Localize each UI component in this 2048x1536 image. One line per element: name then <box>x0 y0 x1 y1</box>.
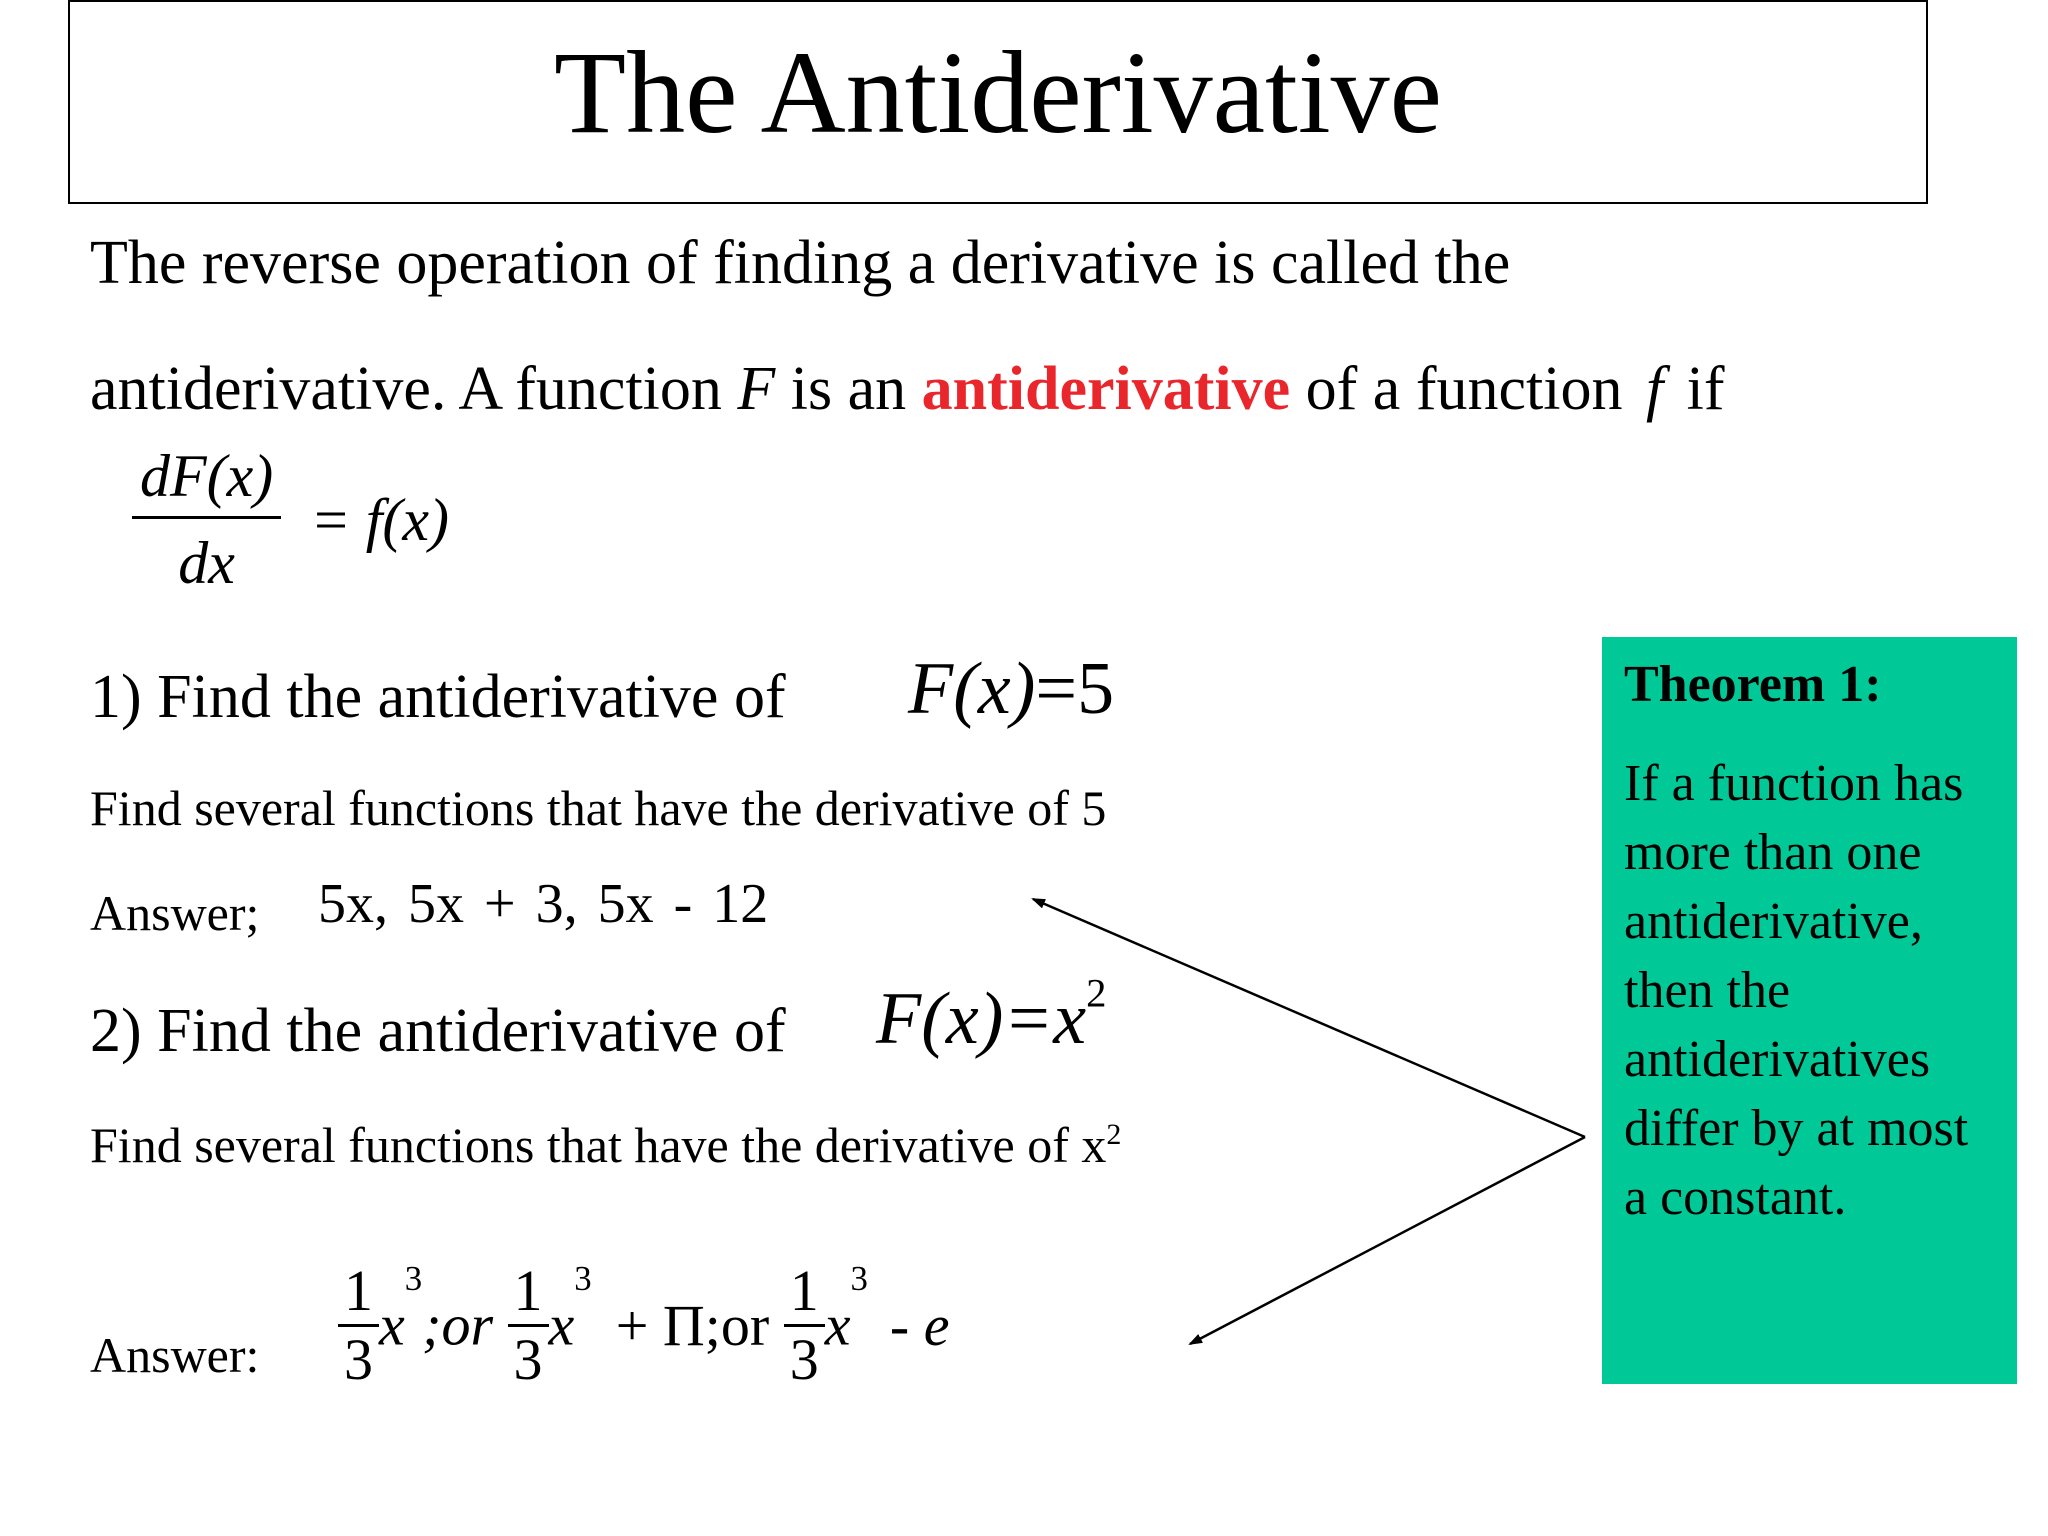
fraction-denominator: 3 <box>513 1327 543 1392</box>
answer-term-1-exp: 3 <box>404 1259 423 1299</box>
definition-numerator: dF(x) <box>140 443 274 509</box>
fraction-numerator: 1 <box>344 1258 373 1323</box>
problem-2-expr-lhs: F(x) <box>876 978 1004 1060</box>
problem-2-label: 2) Find the antiderivative of <box>90 997 786 1065</box>
page-title: The Antiderivative <box>554 27 1442 158</box>
problem-1-instruction: Find several functions that have the derivative of 5 <box>90 780 1107 836</box>
arrow-to-answer-2 <box>1190 1137 1585 1344</box>
problem-1-expr-rhs: =5 <box>1035 648 1115 730</box>
problem-2-instruction-exp: 2 <box>1106 1118 1122 1151</box>
answer-minus-e: - e <box>889 1292 950 1358</box>
problem-1-answer-label: Answer; <box>90 885 260 941</box>
answer-term-2-exp: 3 <box>574 1259 592 1299</box>
intro-text-c: of a function <box>1290 355 1638 423</box>
problem-2-expr-exp: 2 <box>1086 970 1107 1016</box>
antiderivative-highlight: antiderivative <box>921 355 1291 423</box>
definition-denominator: dx <box>178 530 235 596</box>
fraction-numerator: 1 <box>513 1258 543 1323</box>
answer-sep-1: ;or <box>422 1292 494 1358</box>
intro-text-d: if <box>1671 355 1725 423</box>
intro-var-F: F <box>737 355 776 423</box>
intro-var-f: f <box>1645 355 1664 423</box>
theorem-body: If a function has more than one antiderivative, then the antiderivatives differ by at most a constant. <box>1624 755 1969 1226</box>
fraction-denominator: 3 <box>344 1327 373 1392</box>
arrow-to-answer-1 <box>1033 899 1585 1137</box>
intro-text-b: is an <box>775 355 922 423</box>
problem-2-answer-label: Answer: <box>90 1327 260 1383</box>
answer-term-3-var: x <box>824 1292 851 1358</box>
answer-term-3-exp: 3 <box>850 1259 868 1299</box>
fraction-numerator: 1 <box>789 1258 819 1323</box>
problem-2-expr-mid: =x <box>1003 978 1087 1060</box>
intro-line-1: The reverse operation of finding a derivative is called the <box>90 229 1511 297</box>
problem-1-answer: 5x, 5x + 3, 5x - 12 <box>318 873 769 935</box>
definition-rhs: = f(x) <box>310 486 449 553</box>
fraction-denominator: 3 <box>789 1327 819 1392</box>
answer-term-2-var: x <box>548 1292 575 1358</box>
theorem-heading: Theorem 1: <box>1624 656 1882 713</box>
problem-1-expr-lhs: F(x) <box>908 648 1036 730</box>
problem-2-instruction-text: Find several functions that have the derivative of x <box>90 1117 1107 1173</box>
problem-1-label: 1) Find the antiderivative of <box>90 663 786 731</box>
intro-text-a: antiderivative. A function <box>90 355 738 423</box>
answer-plus-pi: + Π;or <box>615 1292 770 1358</box>
answer-term-1-var: x <box>379 1292 405 1358</box>
